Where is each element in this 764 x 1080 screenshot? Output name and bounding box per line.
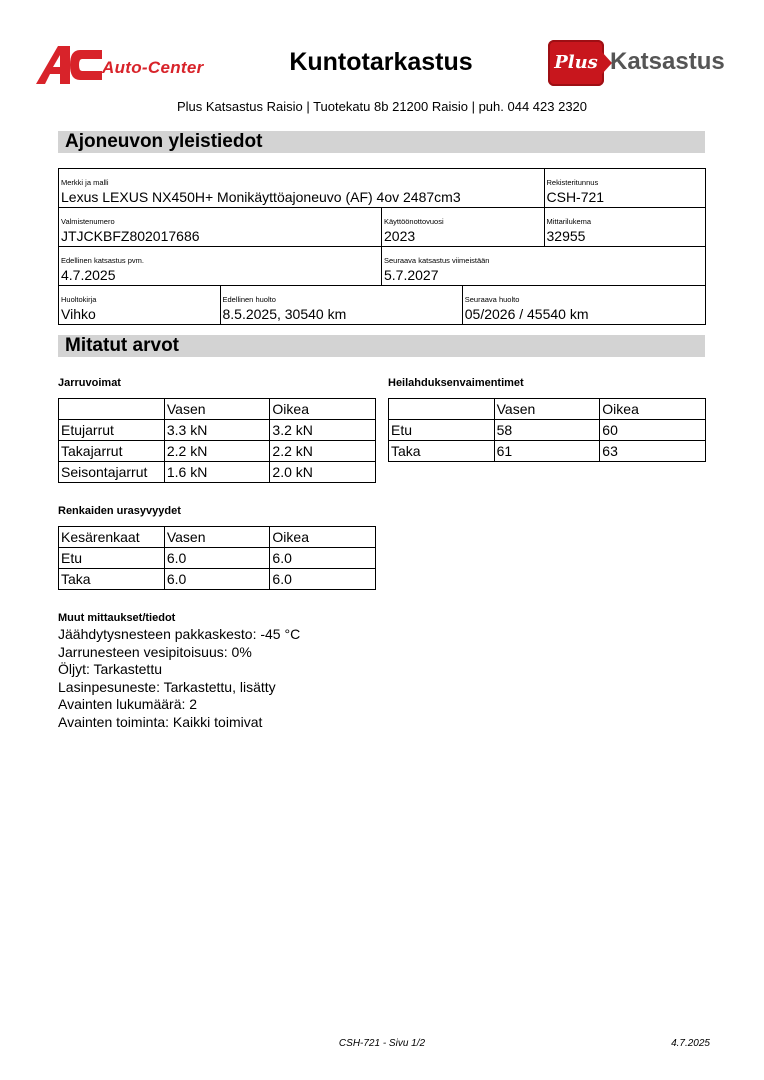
table-cell: 6.0 <box>164 569 270 590</box>
prev-inspection-cell <box>59 247 382 285</box>
info-row <box>58 286 706 325</box>
next-inspection-cell <box>382 247 705 285</box>
service-book-cell <box>59 286 221 324</box>
info-row <box>58 208 706 247</box>
table-cell: 58 <box>494 420 600 441</box>
table-header-row <box>389 399 706 420</box>
vin-cell <box>59 208 382 246</box>
table-cell: 6.0 <box>164 548 270 569</box>
year-value: 2023 <box>384 228 416 244</box>
table-cell: 63 <box>600 441 706 462</box>
table-header-row <box>59 527 376 548</box>
table-cell: 3.3 kN <box>164 420 270 441</box>
table-cell: 3.2 kN <box>270 420 376 441</box>
list-item: Jarrunesteen vesipitoisuus: 0% <box>58 643 252 660</box>
service-book-value: Vihko <box>61 306 96 322</box>
odometer-cell <box>545 208 706 246</box>
table-cell: 61 <box>494 441 600 462</box>
table-cell: Taka <box>389 441 495 462</box>
field-label: Huoltokirja <box>61 295 97 304</box>
info-row <box>58 247 706 286</box>
table-cell: Etu <box>389 420 495 441</box>
section-heading-general: Ajoneuvon yleistiedot <box>58 131 705 153</box>
table-cell: Seisontajarrut <box>59 462 165 483</box>
field-label: Edellinen katsastus pvm. <box>61 256 144 265</box>
next-service-cell <box>463 286 705 324</box>
vin-value: JTJCKBFZ802017686 <box>61 228 200 244</box>
prev-service-cell <box>221 286 463 324</box>
tires-title: Renkaiden urasyvyydet <box>58 505 181 517</box>
table-cell: Takajarrut <box>59 441 165 462</box>
table-cell: Taka <box>59 569 165 590</box>
make-model-value: Lexus LEXUS NX450H+ Monikäyttöajoneuvo (AF) 4ov 2487cm3 <box>61 189 461 205</box>
table-row <box>59 441 376 462</box>
other-measurements-list <box>58 626 300 732</box>
table-row <box>59 548 376 569</box>
field-label: Merkki ja malli <box>61 178 109 187</box>
registration-value: CSH-721 <box>546 189 605 205</box>
info-row <box>58 168 706 208</box>
table-cell: Etu <box>59 548 165 569</box>
katsastus-wordmark: Katsastus <box>610 48 725 75</box>
plus-logo-badge: Plus <box>548 40 604 86</box>
table-cell: Kesärenkaat <box>59 527 165 548</box>
list-item: Avainten lukumäärä: 2 <box>58 696 198 713</box>
field-label: Mittarilukema <box>546 217 592 226</box>
year-cell <box>382 208 545 246</box>
table-cell: 2.2 kN <box>164 441 270 462</box>
table-row <box>59 462 376 483</box>
table-cell: 6.0 <box>270 569 376 590</box>
list-item: Lasinpesuneste: Tarkastettu, lisätty <box>58 678 276 695</box>
field-label: Edellinen huolto <box>222 295 276 304</box>
brakes-title: Jarruvoimat <box>58 377 121 389</box>
vehicle-info-grid <box>58 168 706 325</box>
field-label: Seuraava huolto <box>464 295 520 304</box>
section-heading-measured: Mitatut arvot <box>58 335 705 357</box>
prev-service-value: 8.5.2025, 30540 km <box>222 306 347 322</box>
table-cell: Oikea <box>600 399 706 420</box>
field-label: Rekisteritunnus <box>546 178 599 187</box>
table-cell: Vasen <box>494 399 600 420</box>
table-cell: 6.0 <box>270 548 376 569</box>
list-item: Avainten toiminta: Kaikki toimivat <box>58 713 263 730</box>
shocks-title: Heilahduksenvaimentimet <box>388 377 524 389</box>
table-row <box>389 441 706 462</box>
other-title: Muut mittaukset/tiedot <box>58 612 176 624</box>
auto-center-logo <box>36 44 226 86</box>
table-cell: Etujarrut <box>59 420 165 441</box>
odometer-value: 32955 <box>546 228 586 244</box>
tires-table <box>58 526 376 590</box>
table-row <box>389 420 706 441</box>
table-header-row <box>59 399 376 420</box>
field-label: Seuraava katsastus viimeistään <box>384 256 490 265</box>
ac-monogram-icon <box>36 44 106 86</box>
table-cell: 2.0 kN <box>270 462 376 483</box>
table-cell: 2.2 kN <box>270 441 376 462</box>
page-title: Kuntotarkastus <box>289 48 473 76</box>
next-service-value: 05/2026 / 45540 km <box>464 306 589 322</box>
table-row <box>59 420 376 441</box>
page-number: CSH-721 - Sivu 1/2 <box>338 1038 426 1049</box>
table-cell <box>59 399 165 420</box>
next-inspection-value: 5.7.2027 <box>384 267 439 283</box>
field-label: Valmistenumero <box>61 217 115 226</box>
table-cell: Vasen <box>164 399 270 420</box>
table-row <box>59 569 376 590</box>
shocks-table <box>388 398 706 462</box>
station-address: Plus Katsastus Raisio | Tuotekatu 8b 21200 Raisio | puh. 044 423 2320 <box>176 99 588 114</box>
auto-center-wordmark: Auto-Center <box>102 58 204 77</box>
list-item: Öljyt: Tarkastettu <box>58 661 163 678</box>
table-cell: Oikea <box>270 399 376 420</box>
registration-cell <box>545 169 706 207</box>
table-cell: 1.6 kN <box>164 462 270 483</box>
footer-date: 4.7.2025 <box>671 1038 710 1049</box>
table-cell: 60 <box>600 420 706 441</box>
prev-inspection-value: 4.7.2025 <box>61 267 116 283</box>
make-model-cell <box>59 169 545 207</box>
table-cell: Oikea <box>270 527 376 548</box>
field-label: Käyttöönottovuosi <box>384 217 444 226</box>
table-cell: Vasen <box>164 527 270 548</box>
brakes-table <box>58 398 376 483</box>
list-item: Jäähdytysnesteen pakkaskesto: -45 °C <box>58 626 301 642</box>
table-cell <box>389 399 495 420</box>
plus-katsastus-logo <box>548 38 738 90</box>
